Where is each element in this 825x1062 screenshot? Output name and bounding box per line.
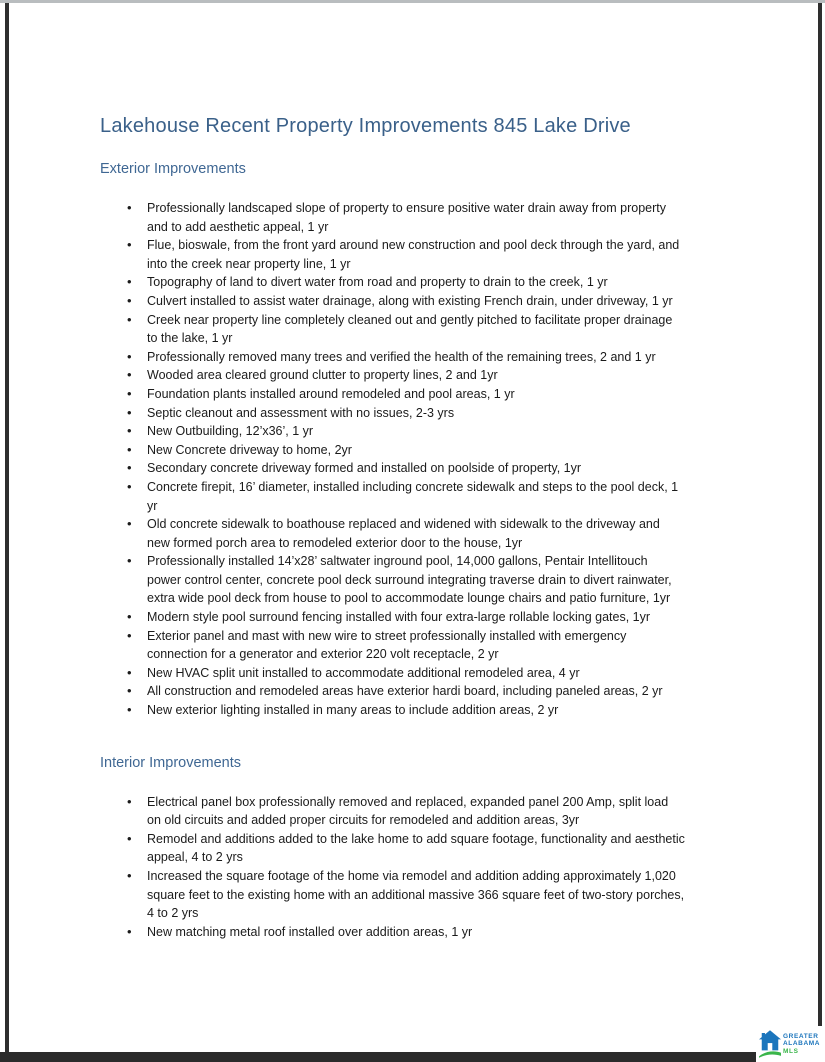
page-edge-bottom — [0, 1052, 825, 1062]
list-item: • Modern style pool surround fencing installed with four extra-large rollable locking gates, 1yr — [100, 608, 685, 627]
list-item: • Professionally removed many trees and verified the health of the remaining trees, 2 and 1 yr — [100, 348, 685, 367]
list-item: • Old concrete sidewalk to boathouse replaced and widened with sidewalk to the driveway and new formed porch area to remodeled exterior door to the house, 1yr — [100, 515, 685, 552]
logo-line-alabama: ALABAMA — [783, 1040, 821, 1048]
list-item: • Foundation plants installed around remodeled and pool areas, 1 yr — [100, 385, 685, 404]
list-item: • Culvert installed to assist water drainage, along with existing French drain, under driveway, 1 yr — [100, 292, 685, 311]
mls-logo-text — [783, 1033, 820, 1056]
list-item: • Increased the square footage of the home via remodel and addition adding approximately 1,020 square feet to the existing home with an additional massive 366 square feet of two-story porches, 4 to 2 yrs — [100, 867, 685, 923]
section-heading: Exterior Improvements — [100, 161, 246, 177]
page-edge-right — [818, 3, 822, 1052]
bullet-list — [100, 199, 685, 720]
list-item: • All construction and remodeled areas have exterior hardi board, including paneled areas, 2 yr — [100, 682, 685, 701]
list-item: • Flue, bioswale, from the front yard around new construction and pool deck through the yard, and into the creek near property line, 1 yr — [100, 236, 685, 273]
list-item: • Creek near property line completely cleaned out and gently pitched to facilitate proper drainage to the lake, 1 yr — [100, 311, 685, 348]
sections — [100, 160, 728, 941]
list-item: • Topography of land to divert water from road and property to drain to the creek, 1 yr — [100, 273, 685, 292]
logo-line-mls: MLS — [783, 1047, 799, 1055]
list-item: • Wooded area cleared ground clutter to property lines, 2 and 1yr — [100, 366, 685, 385]
list-item: • Professionally landscaped slope of property to ensure positive water drain away from property and to add aesthetic appeal, 1 yr — [100, 199, 685, 236]
list-item: • New Concrete driveway to home, 2yr — [100, 441, 685, 460]
house-icon — [759, 1030, 781, 1058]
list-item: • Secondary concrete driveway formed and installed on poolside of property, 1yr — [100, 459, 685, 478]
page-edge-top — [0, 0, 825, 3]
list-item: • Electrical panel box professionally removed and replaced, expanded panel 200 Amp, split load on old circuits and added proper circuits for remodeled and addition areas, 3yr — [100, 793, 685, 830]
list-item: • New matching metal roof installed over addition areas, 1 yr — [100, 923, 685, 942]
list-item: • Septic cleanout and assessment with no issues, 2-3 yrs — [100, 404, 685, 423]
mls-logo — [756, 1026, 825, 1062]
section-interior — [100, 754, 728, 942]
document-title: Lakehouse Recent Property Improvements 845 Lake Drive — [100, 115, 631, 137]
page-edge-left — [5, 3, 9, 1062]
list-item: • Professionally installed 14’x28’ saltwater inground pool, 14,000 gallons, Pentair Intellitouch power control center, concrete pool deck surround integrating traverse drain to divert rainwater, extra wide pool deck from house to pool to accommodate lounge chairs and patio furniture, 1yr — [100, 552, 685, 608]
list-item: • New exterior lighting installed in many areas to include addition areas, 2 yr — [100, 701, 685, 720]
document-content — [100, 113, 728, 941]
list-item: • Exterior panel and mast with new wire to street professionally installed with emergency connection for a generator and exterior 220 volt receptacle, 2 yr — [100, 627, 685, 664]
list-item: • New Outbuilding, 12’x36’, 1 yr — [100, 422, 685, 441]
logo-line-greater: GREATER — [783, 1032, 819, 1040]
list-item: • New HVAC split unit installed to accommodate additional remodeled area, 4 yr — [100, 664, 685, 683]
list-item: • Concrete firepit, 16’ diameter, installed including concrete sidewalk and steps to the pool deck, 1 yr — [100, 478, 685, 515]
section-heading: Interior Improvements — [100, 754, 242, 771]
list-item: • Remodel and additions added to the lake home to add square footage, functionality and aesthetic appeal, 4 to 2 yrs — [100, 830, 685, 867]
bullet-list — [100, 793, 685, 942]
section-exterior — [100, 160, 728, 720]
